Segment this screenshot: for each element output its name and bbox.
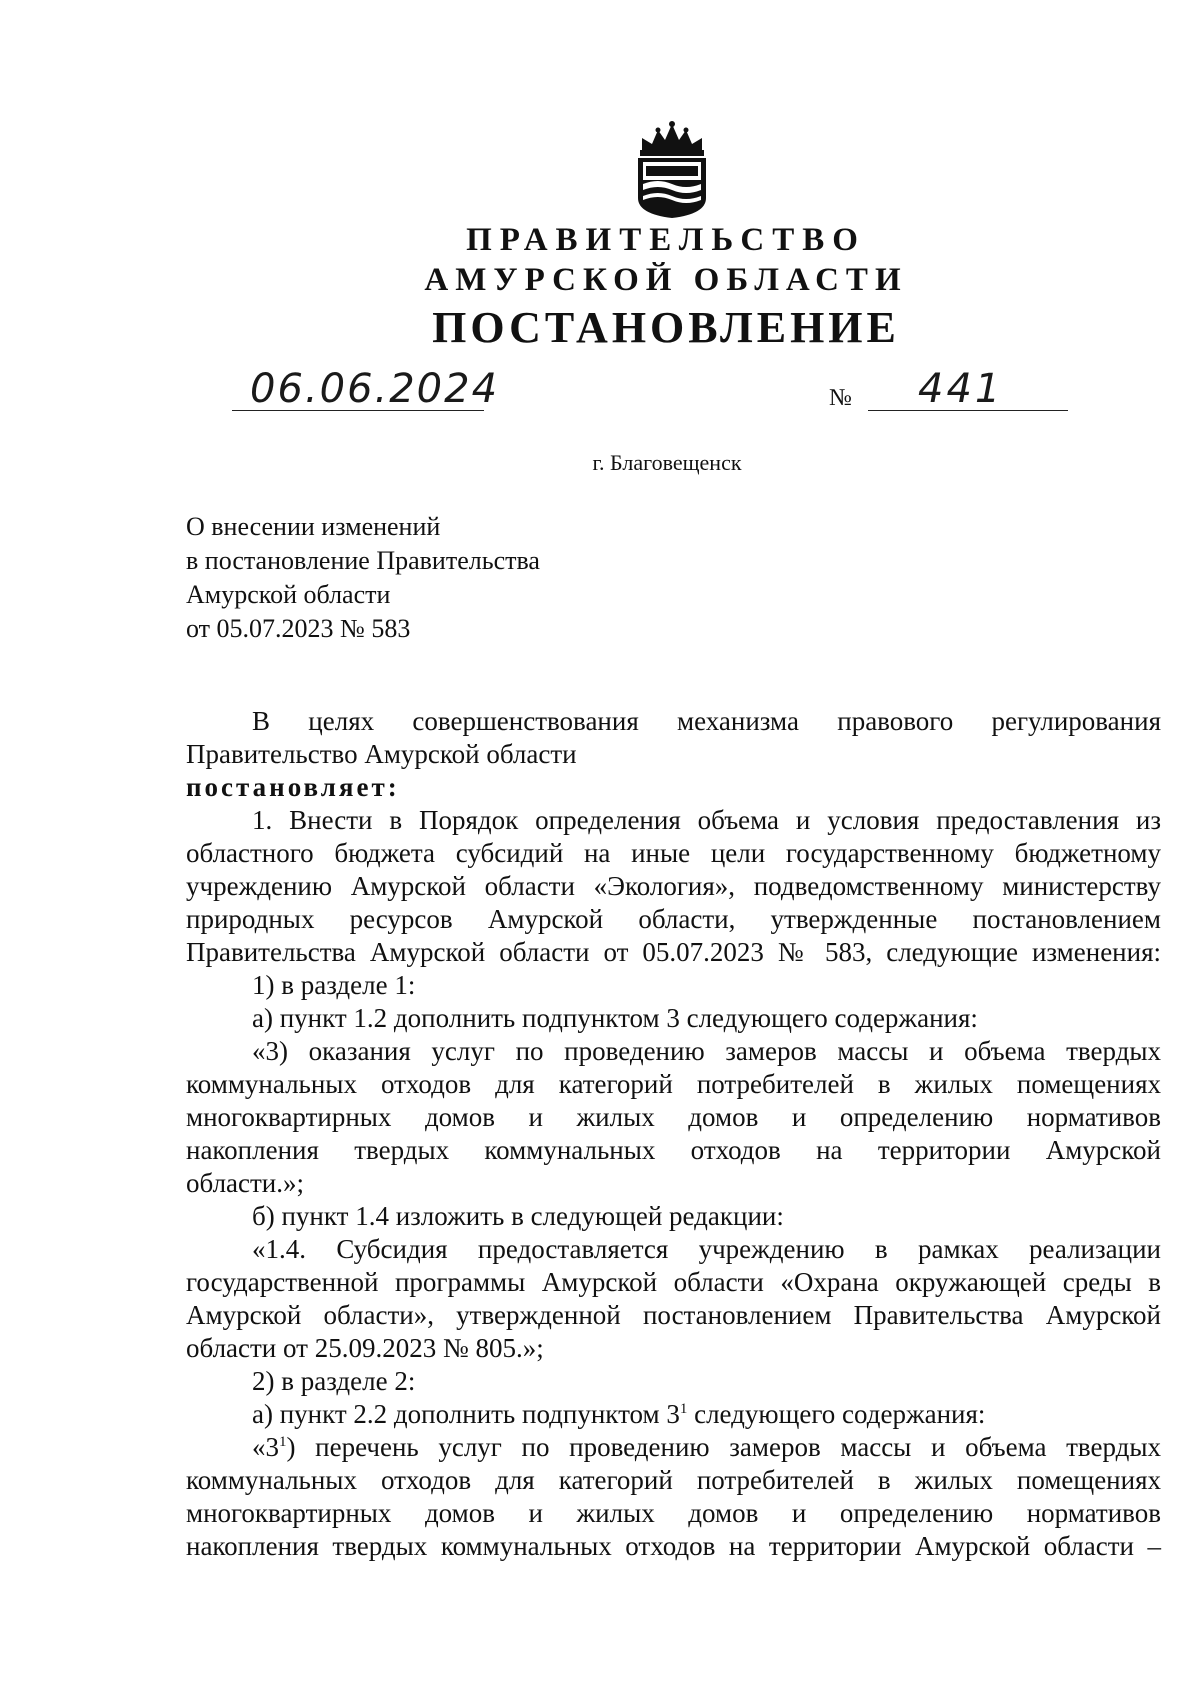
- quote-3-1-line: «$3^1$) перечень услуг по проведению замеров массы и объема твердых: [252, 1432, 1161, 1462]
- subitem-1b: б) пункт 1.4 изложить в следующей редакции:: [252, 1201, 784, 1231]
- document-body: [186, 705, 1161, 1563]
- item-1-line: Правительства Амурской области от 05.07.2023 № 583, следующие изменения:: [186, 937, 1161, 967]
- quote-3-1-line: коммунальных отходов для категорий потребителей в жилых помещениях: [186, 1465, 1161, 1495]
- item-1-line: природных ресурсов Амурской области, утвержденные постановлением: [186, 904, 1161, 934]
- quote-1-4-line: государственной программы Амурской области «Охрана окружающей среды в: [186, 1267, 1161, 1297]
- preamble-line: Правительство Амурской области: [186, 739, 577, 769]
- item-1-line: областного бюджета субсидий на иные цели государственному бюджетному: [186, 838, 1161, 868]
- document-number: 441: [918, 366, 1004, 412]
- quote-1-4-line: «1.4. Субсидия предоставляется учреждению в рамках реализации: [252, 1234, 1161, 1264]
- resolves-word: постановляет:: [186, 772, 400, 802]
- coat-of-arms-icon: [628, 120, 716, 220]
- issue-city: г. Благовещенск: [592, 450, 742, 475]
- quote-1-4-line: области от 25.09.2023 № 805.»;: [186, 1333, 544, 1363]
- org-name-line-1: ПРАВИТЕЛЬСТВО: [466, 222, 866, 258]
- subitem-section-1: 1) в разделе 1:: [252, 970, 416, 1000]
- quote-1-4-line: Амурской области», утвержденной постановлением Правительства Амурской: [186, 1300, 1161, 1330]
- subject-line: О внесении изменений: [186, 512, 441, 541]
- quote-3-1-line: многоквартирных домов и жилых домов и определению нормативов: [186, 1498, 1161, 1528]
- preamble-line: В целях совершенствования механизма правового регулирования: [252, 706, 1161, 736]
- date-underline: [232, 410, 484, 411]
- org-name-line-2: АМУРСКОЙ ОБЛАСТИ: [424, 262, 908, 298]
- document-type-title: ПОСТАНОВЛЕНИЕ: [432, 303, 900, 352]
- quote-3-line: накопления твердых коммунальных отходов на территории Амурской: [186, 1135, 1161, 1165]
- quote-3-line: «3) оказания услуг по проведению замеров массы и объема твердых: [252, 1036, 1161, 1066]
- subitem-1a: а) пункт 1.2 дополнить подпунктом 3 следующего содержания:: [252, 1003, 978, 1033]
- quote-3-line: многоквартирных домов и жилых домов и определению нормативов: [186, 1102, 1161, 1132]
- subject-line: Амурской области: [186, 580, 391, 609]
- quote-3-line: области.»;: [186, 1168, 305, 1198]
- quote-3-1-line: накопления твердых коммунальных отходов на территории Амурской области –: [186, 1531, 1161, 1561]
- item-1-line: учреждению Амурской области «Экология», подведомственному министерству: [186, 871, 1161, 901]
- document-subject: [186, 510, 540, 646]
- item-1-line: 1. Внести в Порядок определения объема и условия предоставления из: [252, 805, 1161, 835]
- quote-3-line: коммунальных отходов для категорий потребителей в жилых помещениях: [186, 1069, 1161, 1099]
- document-date: 06.06.2024: [250, 366, 500, 412]
- subject-line: от 05.07.2023 № 583: [186, 614, 411, 643]
- subitem-2a: а) пункт 2.2 дополнить подпунктом $3^1$ следующего содержания:: [252, 1399, 986, 1429]
- subitem-section-2: 2) в разделе 2:: [252, 1366, 416, 1396]
- number-label: №: [829, 385, 852, 411]
- number-underline: [868, 410, 1068, 411]
- subject-line: в постановление Правительства: [186, 546, 540, 575]
